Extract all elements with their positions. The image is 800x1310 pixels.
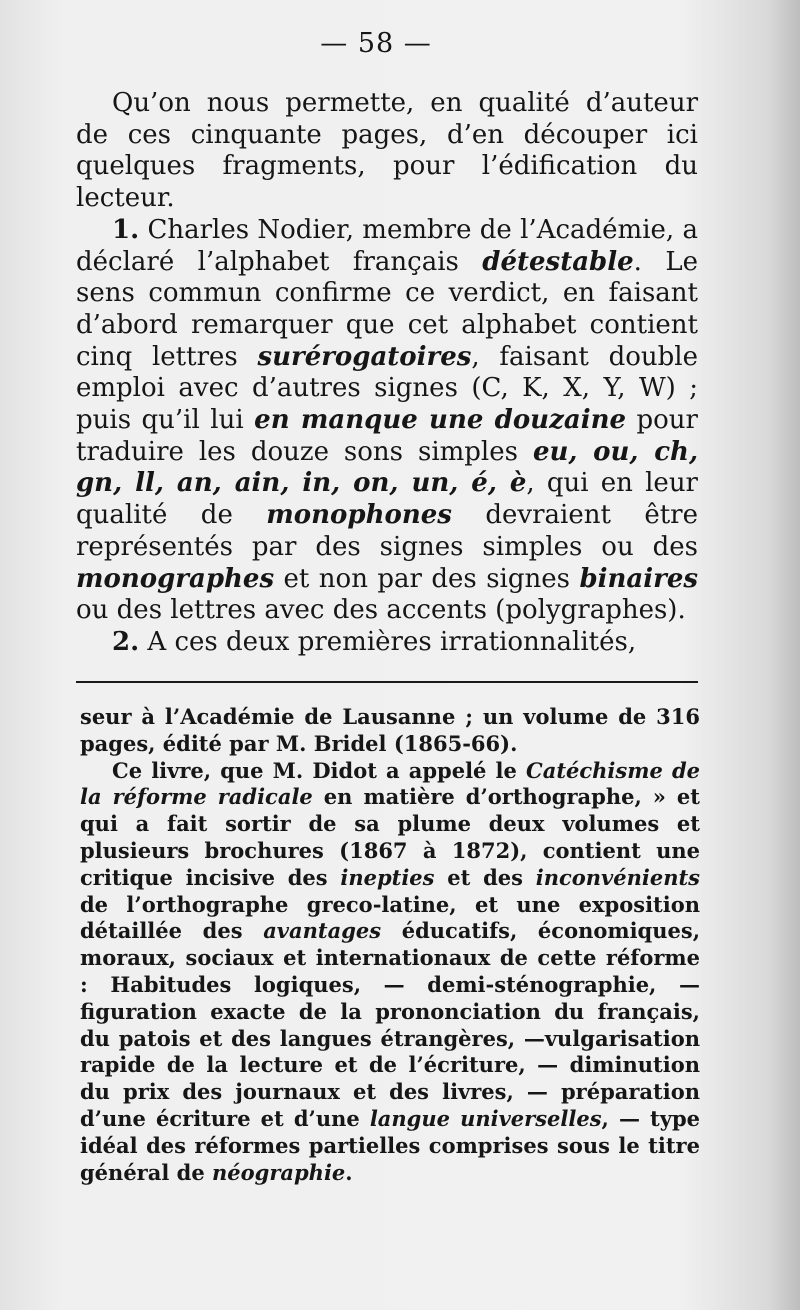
item-number-2: 2. <box>112 626 140 657</box>
footnote-separator <box>76 681 698 683</box>
text-segment: devraient être représentés par des signes simples ou des <box>76 500 698 562</box>
text-segment: de l’orthographe greco-latine, et une exposition détaillée des <box>80 891 700 944</box>
italic-term: surérogatoires <box>257 341 472 372</box>
text-segment: ou des lettres avec des accents (polygraphes). <box>76 595 686 626</box>
paragraph-intro: Qu’on nous permette, en qualité d’auteur de ces cinquante pages, d’en découper ici quelques fragments, pour l’édification du lecteur. <box>76 88 698 214</box>
item-number-1: 1. <box>112 214 140 245</box>
text-segment: éducatifs, économiques, moraux, sociaux et internationaux de cette réforme : Habitudes logiques, — demi-sténographie, — figuration exacte de la prononciation du français, du patois et des langues étrangères, —vulgarisation rapide de la lecture et de l’écriture, — diminution du prix des journaux et des livres, — préparation d’une écriture et d’une <box>80 918 701 1131</box>
text-segment: , — type idéal des réformes partielles comprises sous le titre général de <box>80 1105 700 1185</box>
italic-term: monographes <box>76 563 275 594</box>
italic-term: néographie <box>212 1159 346 1185</box>
italic-term: avantages <box>263 918 382 944</box>
italic-term: monophones <box>266 500 452 531</box>
italic-term: binaires <box>579 563 698 594</box>
italic-term: langue universelles <box>369 1105 602 1131</box>
text-segment: A ces deux premières irrationnalités, <box>139 626 637 657</box>
footnote-paragraph-1: seur à l’Académie de Lausanne ; un volume de 316 pages, édité par M. Bridel (1865-66). <box>80 704 700 756</box>
italic-term: Catéchisme de la réforme radicale <box>80 757 700 810</box>
paragraph-2 <box>76 627 698 659</box>
text-segment: , faisant double emploi avec d’autres signes (C, K, X, Y, W) ; puis qu’il lui <box>76 341 698 436</box>
text-segment: et non par des signes <box>274 563 580 594</box>
footnote-paragraph-2 <box>80 758 700 1187</box>
text-segment: pour traduire les douze sons simples <box>76 405 698 467</box>
footnote <box>80 704 700 1186</box>
text-segment: et des <box>434 864 536 890</box>
italic-term: inepties <box>340 864 435 890</box>
text-segment: . Le sens commun confirme ce verdict, en faisant d’abord remarquer que cet alphabet contient cinq lettres <box>76 246 698 372</box>
main-text <box>76 88 698 659</box>
italic-term: eu, ou, ch, gn, ll, an, ain, in, on, un, é, è <box>76 436 699 499</box>
page-number: — 58 — <box>320 28 432 59</box>
text-segment: . <box>345 1159 353 1185</box>
text-segment: Charles Nodier, membre de l’Académie, a déclaré l’alphabet français <box>76 214 698 277</box>
paragraph-1 <box>76 215 698 627</box>
italic-term: détestable <box>482 246 634 277</box>
italic-term: en manque une douzaine <box>254 405 627 436</box>
text-segment: en matière d’orthographe, » et qui a fait sortir de sa plume deux volumes et plusieurs brochures (1867 à 1872), contient une critique incisive des <box>80 784 700 890</box>
italic-term: inconvénients <box>535 864 700 890</box>
text-segment: Ce livre, que M. Didot a appelé le <box>112 757 526 783</box>
text-segment: , qui en leur qualité de <box>76 468 698 531</box>
